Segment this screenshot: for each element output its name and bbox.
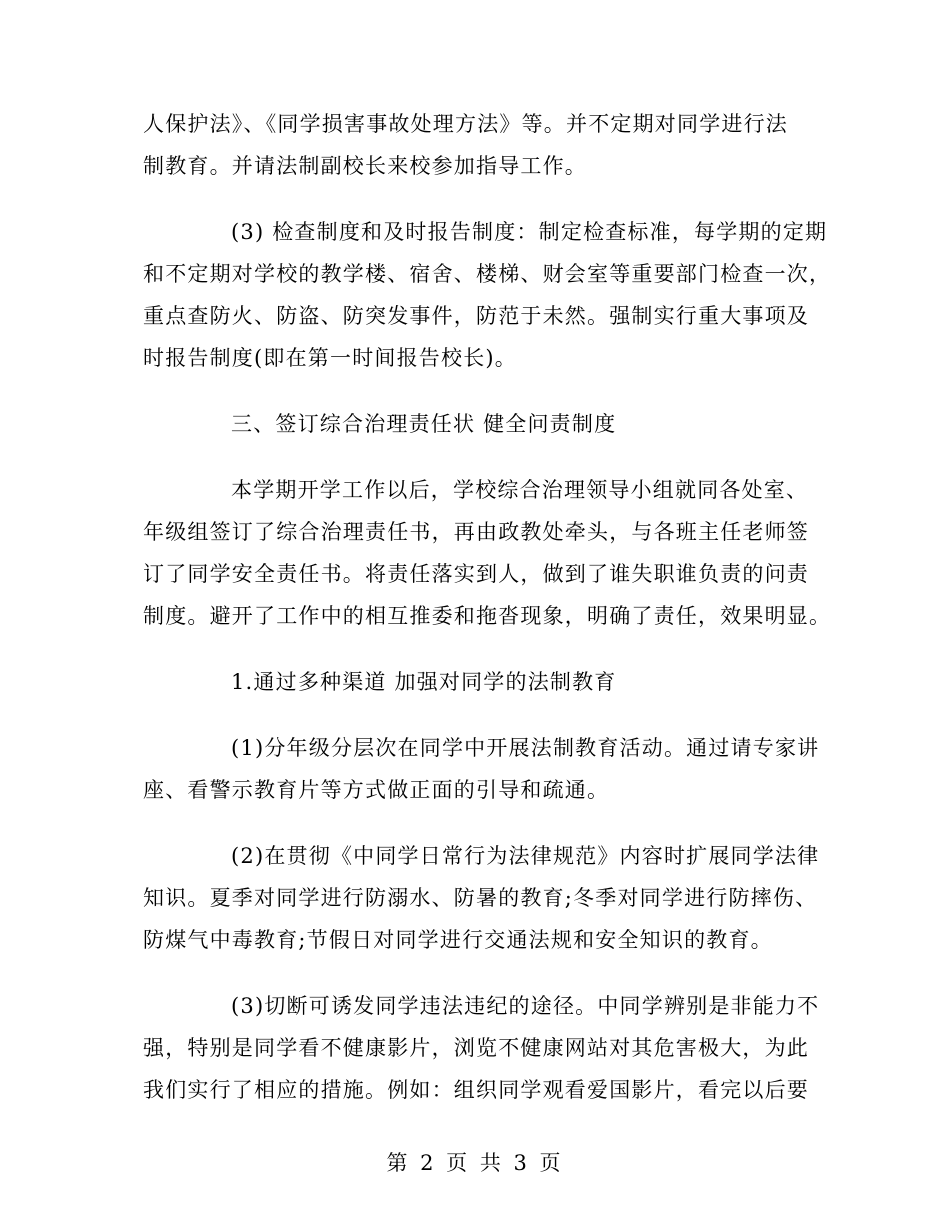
section-heading: [143, 403, 805, 445]
text-line: 制教育。并请法制副校长来校参加指导工作。: [143, 154, 587, 178]
paragraph: [143, 469, 832, 637]
document-body: [143, 103, 832, 1111]
text-line: 重点查防火、防盗、防突发事件，防范于未然。强制实行重大事项及: [143, 304, 809, 328]
text-line: 订了同学安全责任书。将责任落实到人，做到了谁失职谁负责的问责: [143, 562, 809, 586]
text-line: (2)在贯彻《中同学日常行为法律规范》内容时扩展同学法律: [231, 844, 820, 868]
text-line: 和不定期对学校的教学楼、宿舍、楼梯、财会室等重要部门检查一次，: [143, 262, 832, 286]
paragraph: [143, 211, 832, 379]
text-line: 制度。避开了工作中的相互推委和拖沓现象，明确了责任，效果明显。: [143, 604, 832, 628]
text-line: 1.通过多种渠道 加强对同学的法制教育: [231, 670, 617, 694]
text-line: (3)切断可诱发同学违法违纪的途径。中同学辨别是非能力不: [231, 994, 820, 1018]
paragraph: [143, 835, 820, 961]
text-line: 防煤气中毒教育;节假日对同学进行交通法规和安全知识的教育。: [143, 928, 773, 952]
page-number-footer: 第 2 页 共 3 页: [386, 1151, 564, 1175]
text-line: (3) 检查制度和及时报告制度：制定检查标准，每学期的定期: [231, 220, 828, 244]
paragraph: [143, 103, 805, 187]
text-line: 时报告制度(即在第一时间报告校长)。: [143, 346, 517, 370]
text-line: 三、签订综合治理责任状 健全问责制度: [231, 412, 617, 436]
text-line: 座、看警示教育片等方式做正面的引导和疏通。: [143, 778, 610, 802]
text-line: 人保护法》、《同学损害事故处理方法》等。并不定期对同学进行法: [143, 112, 788, 136]
text-line: 本学期开学工作以后，学校综合治理领导小组就同各处室、: [231, 478, 809, 502]
text-line: 年级组签订了综合治理责任书，再由政教处牵头，与各班主任老师签: [143, 520, 809, 544]
paragraph: [143, 727, 820, 811]
text-line: (1)分年级分层次在同学中开展法制教育活动。通过请专家讲: [231, 736, 820, 760]
text-line: 我们实行了相应的措施。例如：组织同学观看爱国影片，看完以后要: [143, 1078, 809, 1102]
text-line: 知识。夏季对同学进行防溺水、防暑的教育;冬季对同学进行防摔伤、: [143, 886, 818, 910]
paragraph: [143, 985, 820, 1111]
text-line: 强，特别是同学看不健康影片，浏览不健康网站对其危害极大，为此: [143, 1036, 809, 1060]
sub-heading: [143, 661, 805, 703]
